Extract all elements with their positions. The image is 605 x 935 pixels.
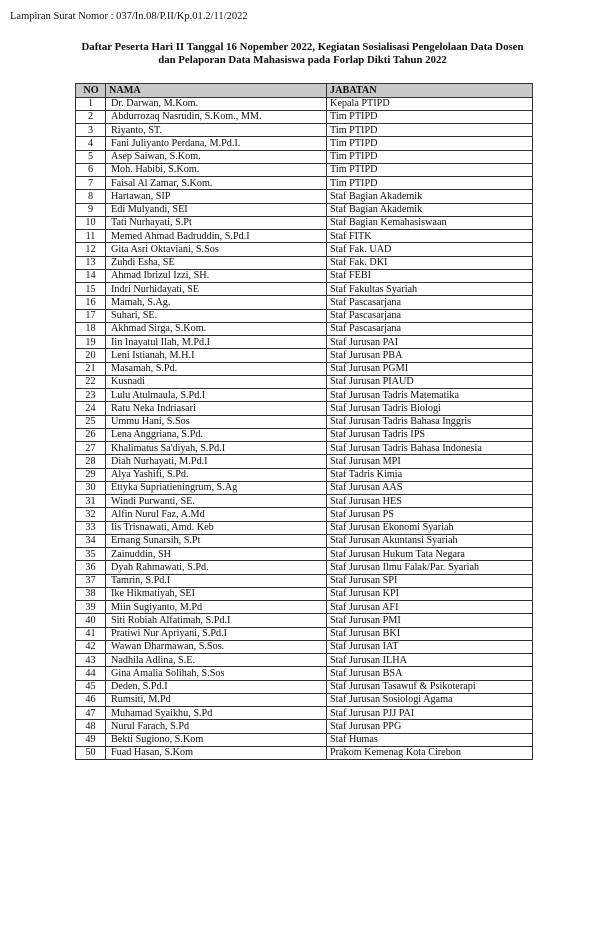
row-number: 7 — [76, 177, 106, 190]
participant-name: Siti Robiah Alfatimah, S.Pd.I — [106, 614, 327, 627]
table-row — [76, 322, 533, 335]
participant-position: Staf Jurusan Tadris Biologi — [327, 402, 533, 415]
table-row — [76, 693, 533, 706]
row-number: 50 — [76, 746, 106, 759]
row-number: 38 — [76, 587, 106, 600]
participant-position: Staf Jurusan Tasawuf & Psikoterapi — [327, 680, 533, 693]
participant-name: Pratiwi Nur Apriyani, S.Pd.I — [106, 627, 327, 640]
table-row — [76, 402, 533, 415]
participant-name: Ernang Sunarsih, S.Pt — [106, 534, 327, 547]
participant-position: Staf Humas — [327, 733, 533, 746]
row-number: 40 — [76, 614, 106, 627]
participant-position: Staf Jurusan Tadris IPS — [327, 428, 533, 441]
header-row — [76, 84, 533, 98]
title-line-2: dan Pelaporan Data Mahasiswa pada Forlap Dikti Tahun 2022 — [158, 54, 447, 66]
table-row — [76, 574, 533, 587]
participant-name: Zuhdi Esha, SE — [106, 256, 327, 269]
participant-name: Abdurrozaq Nasrudin, S.Kom., MM. — [106, 110, 327, 123]
header-nama: NAMA — [106, 84, 327, 98]
row-number: 5 — [76, 150, 106, 163]
participant-name: Deden, S.Pd.I — [106, 680, 327, 693]
row-number: 41 — [76, 627, 106, 640]
table-row — [76, 283, 533, 296]
row-number: 11 — [76, 230, 106, 243]
row-number: 33 — [76, 521, 106, 534]
table-row — [76, 389, 533, 402]
participant-position: Staf Pascasarjana — [327, 322, 533, 335]
row-number: 27 — [76, 442, 106, 455]
row-number: 48 — [76, 720, 106, 733]
table-row — [76, 177, 533, 190]
participant-name: Masamah, S.Pd. — [106, 362, 327, 375]
row-number: 18 — [76, 322, 106, 335]
participant-position: Staf Bagian Akademik — [327, 203, 533, 216]
row-number: 36 — [76, 561, 106, 574]
row-number: 23 — [76, 389, 106, 402]
participant-position: Staf Jurusan Tadris Bahasa Inggris — [327, 415, 533, 428]
row-number: 44 — [76, 667, 106, 680]
row-number: 13 — [76, 256, 106, 269]
participant-position: Tim PTIPD — [327, 177, 533, 190]
participant-position: Tim PTIPD — [327, 163, 533, 176]
row-number: 42 — [76, 640, 106, 653]
table-row — [76, 733, 533, 746]
table-row — [76, 680, 533, 693]
table-body — [76, 97, 533, 760]
participant-name: Windi Purwanti, SE. — [106, 495, 327, 508]
row-number: 25 — [76, 415, 106, 428]
participant-name: Iin Inayatul Ilah, M.Pd.I — [106, 336, 327, 349]
row-number: 10 — [76, 216, 106, 229]
row-number: 19 — [76, 336, 106, 349]
table-row — [76, 561, 533, 574]
participant-name: Mamah, S.Ag. — [106, 296, 327, 309]
participant-name: Leni Istianah, M.H.I — [106, 349, 327, 362]
table-row — [76, 349, 533, 362]
participant-position: Staf Jurusan Tadris Matematika — [327, 389, 533, 402]
participant-name: Tati Nurhayati, S.Pt — [106, 216, 327, 229]
row-number: 29 — [76, 468, 106, 481]
participant-position: Staf Jurusan BKI — [327, 627, 533, 640]
participant-name: Wawan Dharmawan, S.Sos. — [106, 640, 327, 653]
row-number: 49 — [76, 733, 106, 746]
participant-position: Staf Jurusan IAT — [327, 640, 533, 653]
row-number: 14 — [76, 269, 106, 282]
participant-name: Faisal Al Zamar, S.Kom. — [106, 177, 327, 190]
table-row — [76, 468, 533, 481]
table-row — [76, 455, 533, 468]
participant-position: Staf Tadris Kimia — [327, 468, 533, 481]
participant-name: Tamrin, S.Pd.I — [106, 574, 327, 587]
participant-position: Staf FEBI — [327, 269, 533, 282]
row-number: 8 — [76, 190, 106, 203]
row-number: 9 — [76, 203, 106, 216]
table-row — [76, 614, 533, 627]
table-row — [76, 654, 533, 667]
participant-name: Alya Yashifi, S.Pd. — [106, 468, 327, 481]
table-row — [76, 97, 533, 110]
table-row — [76, 587, 533, 600]
participant-position: Staf Fak. DKI — [327, 256, 533, 269]
row-number: 32 — [76, 508, 106, 521]
table-row — [76, 601, 533, 614]
table-row — [76, 336, 533, 349]
participant-position: Staf Jurusan HES — [327, 495, 533, 508]
participant-name: Zainuddin, SH — [106, 548, 327, 561]
participant-name: Miin Sugiyanto, M.Pd — [106, 601, 327, 614]
participant-position: Staf Jurusan MPI — [327, 455, 533, 468]
participant-name: Ike Hikmatiyah, SEI — [106, 587, 327, 600]
participant-position: Staf Fakultas Syariah — [327, 283, 533, 296]
header-no: NO — [76, 84, 106, 98]
row-number: 22 — [76, 375, 106, 388]
participant-position: Staf Bagian Akademik — [327, 190, 533, 203]
table-row — [76, 746, 533, 759]
participant-name: Edi Mulyandi, SEI — [106, 203, 327, 216]
participant-name: Muhamad Syaikhu, S.Pd — [106, 707, 327, 720]
table-row — [76, 296, 533, 309]
table-row — [76, 667, 533, 680]
table-row — [76, 640, 533, 653]
title-line-1: Daftar Peserta Hari II Tanggal 16 Nopember 2022, Kegiatan Sosialisasi Pengelolaan Data Dosen — [81, 41, 524, 53]
table-row — [76, 256, 533, 269]
participant-position: Staf Jurusan ILHA — [327, 654, 533, 667]
participant-position: Kepala PTIPD — [327, 97, 533, 110]
participant-name: Hartawan, SIP — [106, 190, 327, 203]
table-row — [76, 508, 533, 521]
table-row — [76, 495, 533, 508]
participant-position: Staf Bagian Kemahasiswaan — [327, 216, 533, 229]
table-row — [76, 548, 533, 561]
row-number: 20 — [76, 349, 106, 362]
participant-name: Iis Trisnawati, Amd. Keb — [106, 521, 327, 534]
participant-position: Staf Jurusan PIAUD — [327, 375, 533, 388]
table-row — [76, 124, 533, 137]
row-number: 4 — [76, 137, 106, 150]
participant-name: Moh. Habibi, S.Kom. — [106, 163, 327, 176]
participant-name: Khalimatus Sa'diyah, S.Pd.I — [106, 442, 327, 455]
row-number: 15 — [76, 283, 106, 296]
participant-name: Diah Nurhayati, M.Pd.I — [106, 455, 327, 468]
table-row — [76, 163, 533, 176]
participant-name: Akhmad Sirga, S.Kom. — [106, 322, 327, 335]
participant-name: Suhari, SE. — [106, 309, 327, 322]
table-row — [76, 720, 533, 733]
row-number: 16 — [76, 296, 106, 309]
participant-position: Staf Jurusan Sosiologi Agama — [327, 693, 533, 706]
participant-position: Staf Jurusan Ekonomi Syariah — [327, 521, 533, 534]
participant-position: Staf Jurusan PS — [327, 508, 533, 521]
table-row — [76, 415, 533, 428]
participants-table — [75, 83, 533, 760]
participant-position: Staf Jurusan Tadris Bahasa Indonesia — [327, 442, 533, 455]
participant-name: Kusnadi — [106, 375, 327, 388]
document-title — [40, 41, 565, 67]
participant-name: Nurul Farach, S.Pd — [106, 720, 327, 733]
table-row — [76, 627, 533, 640]
participant-position: Tim PTIPD — [327, 110, 533, 123]
table-row — [76, 216, 533, 229]
participant-name: Fuad Hasan, S.Kom — [106, 746, 327, 759]
participant-position: Tim PTIPD — [327, 137, 533, 150]
table-row — [76, 309, 533, 322]
table-row — [76, 442, 533, 455]
participant-position: Staf Jurusan Hukum Tata Negara — [327, 548, 533, 561]
row-number: 12 — [76, 243, 106, 256]
participant-name: Lulu Atulmaula, S.Pd.I — [106, 389, 327, 402]
participant-position: Staf Jurusan BSA — [327, 667, 533, 680]
participant-position: Staf Jurusan AFI — [327, 601, 533, 614]
row-number: 39 — [76, 601, 106, 614]
table-row — [76, 428, 533, 441]
row-number: 47 — [76, 707, 106, 720]
table-row — [76, 243, 533, 256]
participant-position: Staf Jurusan Ilmu Falak/Par. Syariah — [327, 561, 533, 574]
participant-position: Staf Jurusan KPI — [327, 587, 533, 600]
participant-position: Staf Jurusan Akuntansi Syariah — [327, 534, 533, 547]
row-number: 26 — [76, 428, 106, 441]
participant-name: Nadhila Adlina, S.E. — [106, 654, 327, 667]
row-number: 37 — [76, 574, 106, 587]
table-header — [76, 84, 533, 98]
row-number: 46 — [76, 693, 106, 706]
participant-name: Memed Ahmad Badruddin, S.Pd.I — [106, 230, 327, 243]
participant-name: Ummu Hani, S.Sos — [106, 415, 327, 428]
participant-name: Bekti Sugiono, S.Kom — [106, 733, 327, 746]
reference-line: Lampiran Surat Nomor : 037/In.08/P.II/Kp.01.2/11/2022 — [10, 11, 248, 22]
participant-name: Dr. Darwan, M.Kom. — [106, 97, 327, 110]
participant-name: Riyanto, ST. — [106, 124, 327, 137]
table-row — [76, 269, 533, 282]
row-number: 28 — [76, 455, 106, 468]
participant-name: Rumsiti, M.Pd — [106, 693, 327, 706]
row-number: 30 — [76, 481, 106, 494]
participant-position: Staf FITK — [327, 230, 533, 243]
participant-position: Staf Jurusan PPG — [327, 720, 533, 733]
row-number: 24 — [76, 402, 106, 415]
participant-position: Staf Pascasarjana — [327, 309, 533, 322]
row-number: 31 — [76, 495, 106, 508]
participant-name: Ahmad Ibrizul Izzi, SH. — [106, 269, 327, 282]
table-row — [76, 230, 533, 243]
participant-name: Ratu Neka Indriasari — [106, 402, 327, 415]
table-row — [76, 203, 533, 216]
participant-position: Staf Jurusan PAI — [327, 336, 533, 349]
participant-position: Staf Jurusan PMI — [327, 614, 533, 627]
row-number: 43 — [76, 654, 106, 667]
participant-name: Gita Asri Oktaviani, S.Sos — [106, 243, 327, 256]
row-number: 1 — [76, 97, 106, 110]
participant-position: Staf Fak. UAD — [327, 243, 533, 256]
participant-position: Staf Jurusan PBA — [327, 349, 533, 362]
header-jabatan: JABATAN — [327, 84, 533, 98]
table-row — [76, 137, 533, 150]
table-row — [76, 150, 533, 163]
row-number: 35 — [76, 548, 106, 561]
table-row — [76, 110, 533, 123]
participant-position: Staf Jurusan PGMI — [327, 362, 533, 375]
participant-name: Asep Saiwan, S.Kom. — [106, 150, 327, 163]
row-number: 21 — [76, 362, 106, 375]
table-row — [76, 534, 533, 547]
participant-position: Tim PTIPD — [327, 150, 533, 163]
row-number: 3 — [76, 124, 106, 137]
table-row — [76, 521, 533, 534]
table-row — [76, 362, 533, 375]
table-row — [76, 190, 533, 203]
participant-position: Staf Jurusan SPI — [327, 574, 533, 587]
participant-position: Staf Pascasarjana — [327, 296, 533, 309]
participant-name: Fani Juliyanto Perdana, M.Pd.I. — [106, 137, 327, 150]
row-number: 6 — [76, 163, 106, 176]
participant-name: Lena Anggriana, S.Pd. — [106, 428, 327, 441]
row-number: 34 — [76, 534, 106, 547]
participant-position: Prakom Kemenag Kota Cirebon — [327, 746, 533, 759]
participant-position: Tim PTIPD — [327, 124, 533, 137]
table-row — [76, 707, 533, 720]
participant-position: Staf Jurusan PJJ PAI — [327, 707, 533, 720]
row-number: 45 — [76, 680, 106, 693]
table-row — [76, 375, 533, 388]
participant-name: Indri Nurhidayati, SE — [106, 283, 327, 296]
participant-name: Alfin Nurul Faz, A.Md — [106, 508, 327, 521]
row-number: 17 — [76, 309, 106, 322]
participant-name: Ettyka Supriatieningrum, S.Ag — [106, 481, 327, 494]
row-number: 2 — [76, 110, 106, 123]
participant-position: Staf Jurusan AAS — [327, 481, 533, 494]
participant-name: Gina Amalia Solihah, S.Sos — [106, 667, 327, 680]
participant-name: Dyah Rahmawati, S.Pd. — [106, 561, 327, 574]
table-row — [76, 481, 533, 494]
